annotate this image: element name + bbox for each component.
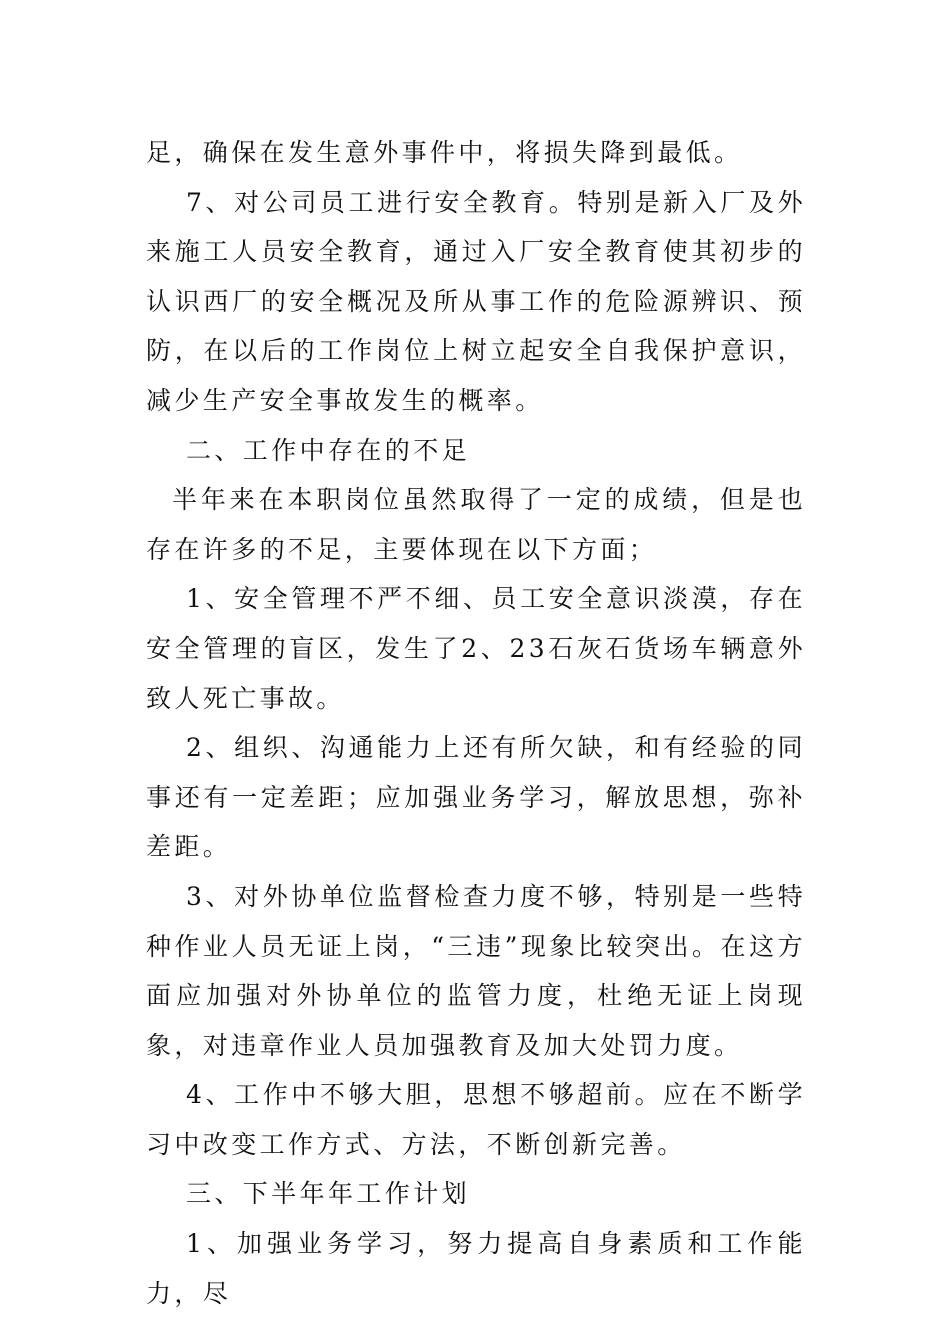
section-heading-2: 二、工作中存在的不足 (186, 435, 471, 465)
paragraph-continuation: 足，确保在发生意外事件中，将损失降到最低。 (146, 138, 743, 167)
paragraph-plan-1: 1、加强业务学习，努力提高自身素质和工作能力，尽 (146, 1229, 806, 1308)
paragraph-shortcoming-4: 4、工作中不够大胆，思想不够超前。应在不断学习中改变工作方式、方法，不断创新完善。 (146, 1080, 806, 1159)
paragraph-shortcoming-3: 3、对外协单位监督检查力度不够，特别是一些特种作业人员无证上岗，“三违”现象比较突出。在这方面应加强对外协单位的监管力度，杜绝无证上岗现象，对违章作业人员加强教育及加大处罚力度。 (146, 881, 806, 1060)
section-heading-3: 三、下半年年工作计划 (186, 1179, 471, 1209)
document-body (146, 128, 806, 1318)
paragraph-shortcoming-2: 2、组织、沟通能力上还有所欠缺，和有经验的同事还有一定差距；应加强业务学习，解放思想，弥补差距。 (146, 733, 806, 862)
paragraph-intro-shortcomings: 半年来在本职岗位虽然取得了一定的成绩，但是也存在许多的不足，主要体现在以下方面； (146, 485, 806, 564)
paragraph-item-7: 7、对公司员工进行安全教育。特别是新入厂及外来施工人员安全教育，通过入厂安全教育使其初步的认识西厂的安全概况及所从事工作的危险源辨识、预防，在以后的工作岗位上树立起安全自我保护意识，减少生产安全事故发生的概率。 (146, 187, 806, 415)
paragraph-shortcoming-1: 1、安全管理不严不细、员工安全意识淡漠，存在安全管理的盲区，发生了2、23石灰石货场车辆意外致人死亡事故。 (146, 584, 806, 713)
